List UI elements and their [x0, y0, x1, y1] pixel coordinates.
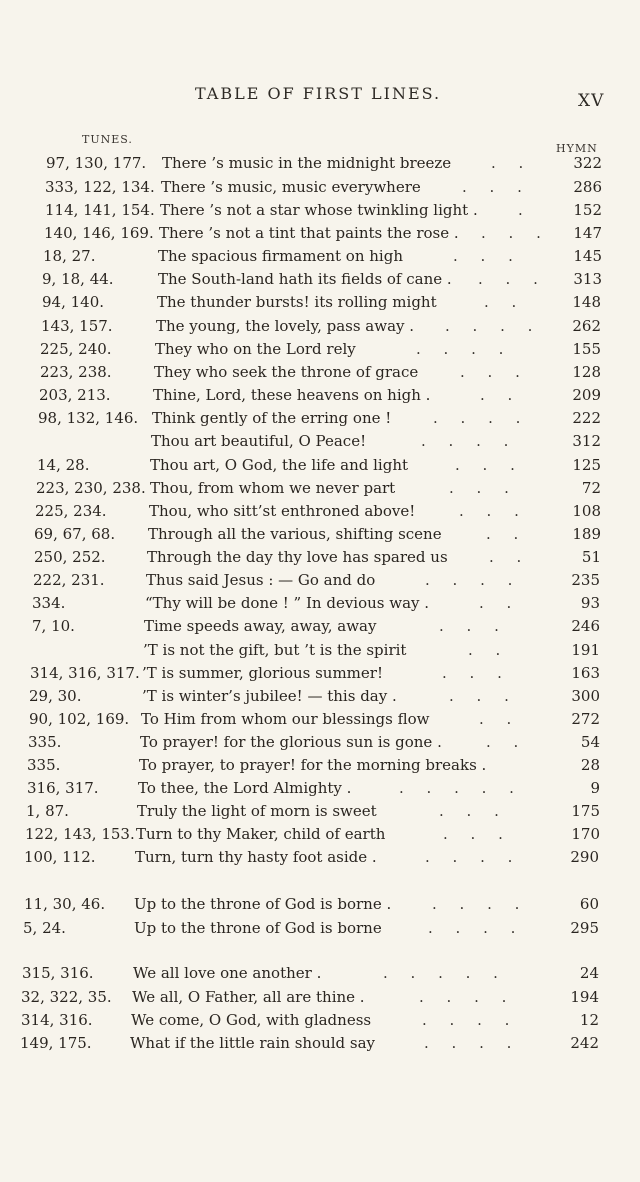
first-line: Truly the light of morn is sweet — [137, 802, 377, 820]
first-line: “Thy will be done ! ” In devious way . — [145, 594, 430, 612]
first-line: Turn, turn thy hasty foot aside . — [135, 848, 377, 866]
first-line: The young, the lovely, pass away . — [156, 317, 415, 335]
dot-leader: . . — [479, 594, 521, 612]
tune-numbers: 335. — [27, 756, 61, 774]
first-line: To prayer, to prayer! for the morning breaks . — [139, 756, 487, 774]
tune-numbers: 32, 322, 35. — [21, 988, 112, 1006]
dot-leader: . . — [468, 641, 510, 659]
first-line: They who seek the throne of grace — [154, 363, 419, 381]
first-line: Thou, who sitt’st enthroned above! — [149, 502, 416, 520]
tune-numbers: 334. — [32, 594, 66, 612]
hymn-number: 24 — [579, 964, 599, 982]
dot-leader: . . . . — [422, 1011, 519, 1029]
hymn-number: 175 — [571, 802, 600, 820]
dot-leader: . . — [491, 154, 533, 172]
tune-numbers: 94, 140. — [42, 293, 105, 311]
table-row — [0, 662, 640, 684]
table-row — [0, 777, 640, 799]
table-row — [0, 708, 640, 730]
dot-leader: . . . . . — [383, 964, 507, 982]
table-row — [0, 338, 640, 360]
first-line: Through all the various, shifting scene — [148, 525, 442, 543]
tune-numbers: 90, 102, 169. — [29, 710, 130, 728]
tune-numbers: 11, 30, 46. — [24, 895, 106, 913]
tune-numbers: 100, 112. — [24, 848, 96, 866]
hymn-number: 170 — [571, 825, 600, 843]
hymn-number: 155 — [572, 340, 601, 358]
tune-numbers: 223, 238. — [40, 363, 112, 381]
table-row — [0, 986, 640, 1008]
tune-numbers: 122, 143, 153. — [25, 825, 135, 843]
dot-leader: . . — [486, 733, 528, 751]
hymn-number: 209 — [572, 386, 601, 404]
first-line: We all love one another . — [133, 964, 322, 982]
dot-leader: . . . — [443, 825, 512, 843]
dot-leader: . . . — [481, 224, 550, 242]
dot-leader: . . . — [449, 687, 518, 705]
table-row — [0, 846, 640, 868]
table-row — [0, 546, 640, 568]
table-row — [0, 407, 640, 429]
table-row — [0, 1032, 640, 1054]
tune-numbers: 29, 30. — [29, 687, 82, 705]
tune-numbers: 225, 240. — [40, 340, 112, 358]
tune-numbers: 314, 316, 317. — [30, 664, 140, 682]
hymn-number: 235 — [571, 571, 600, 589]
hymn-number: 242 — [570, 1034, 599, 1052]
dot-leader: . . . . — [445, 317, 542, 335]
tune-numbers: 18, 27. — [43, 247, 96, 265]
hymn-number: 272 — [571, 710, 600, 728]
dot-leader: . . . . . — [399, 779, 523, 797]
first-line: The South-land hath its fields of cane . — [158, 270, 452, 288]
hymn-number: 290 — [570, 848, 599, 866]
table-row — [0, 569, 640, 591]
table-row — [0, 291, 640, 313]
first-line: We all, O Father, all are thine . — [132, 988, 365, 1006]
table-row — [0, 454, 640, 476]
first-line: Through the day thy love has spared us — [147, 548, 448, 566]
dot-leader: . . — [484, 293, 526, 311]
tune-numbers: 114, 141, 154. — [45, 201, 155, 219]
tune-numbers: 140, 146, 169. — [44, 224, 154, 242]
first-line: To Him from whom our blessings flow — [141, 710, 430, 728]
hymn-number: 28 — [580, 756, 600, 774]
first-line: There ’s not a star whose twinkling light . — [160, 201, 478, 219]
page-number: XV — [578, 91, 605, 111]
tune-numbers: 203, 213. — [39, 386, 111, 404]
first-line: Thus said Jesus : — Go and do — [146, 571, 376, 589]
tune-numbers: 315, 316. — [22, 964, 94, 982]
first-line: Think gently of the erring one ! — [152, 409, 392, 427]
first-line: Thou art, O God, the life and light — [150, 456, 409, 474]
table-row — [0, 152, 640, 174]
dot-leader: . . . — [449, 479, 518, 497]
hymn-number: 148 — [572, 293, 601, 311]
hymn-number: 313 — [573, 270, 602, 288]
first-line: Turn to thy Maker, child of earth — [136, 825, 386, 843]
dot-leader: . . — [489, 548, 531, 566]
tune-numbers: 5, 24. — [23, 919, 66, 937]
tune-numbers: 98, 132, 146. — [38, 409, 139, 427]
dot-leader: . . . — [459, 502, 528, 520]
tune-numbers: 143, 157. — [41, 317, 113, 335]
dot-leader: . . . — [455, 456, 524, 474]
hymn-number: 262 — [572, 317, 601, 335]
first-line: ’T is summer, glorious summer! — [142, 664, 383, 682]
tune-numbers: 14, 28. — [37, 456, 90, 474]
hymn-number: 222 — [572, 409, 601, 427]
tune-numbers: 222, 231. — [33, 571, 105, 589]
hymn-number: 147 — [573, 224, 602, 242]
table-row — [0, 731, 640, 753]
table-row — [0, 361, 640, 383]
first-line: There ’s music, music everywhere — [161, 178, 421, 196]
table-row — [0, 615, 640, 637]
first-line: There ’s not a tint that paints the rose . — [159, 224, 459, 242]
dot-leader: . . . — [439, 617, 508, 635]
dot-leader: . . — [480, 386, 522, 404]
first-line: Up to the throne of God is borne . — [134, 895, 392, 913]
first-line: The spacious firmament on high — [158, 247, 403, 265]
hymn-number: 93 — [580, 594, 600, 612]
table-row — [0, 384, 640, 406]
first-line: The thunder bursts! its rolling might — [157, 293, 437, 311]
hymn-number: 60 — [579, 895, 599, 913]
table-row — [0, 1009, 640, 1031]
table-row — [0, 962, 640, 984]
dot-leader: . . . — [439, 802, 508, 820]
dot-leader: . . . . — [432, 895, 529, 913]
hymn-number: 312 — [572, 432, 601, 450]
hymn-number: 191 — [571, 641, 600, 659]
table-row — [0, 268, 640, 290]
dot-leader: . . . . — [428, 919, 525, 937]
tune-numbers: 223, 230, 238. — [36, 479, 146, 497]
first-line: ’T is not the gift, but ’t is the spirit — [143, 641, 407, 659]
table-row — [0, 222, 640, 244]
table-row — [0, 592, 640, 614]
hymn-number: 300 — [571, 687, 600, 705]
table-row — [0, 500, 640, 522]
table-row — [0, 176, 640, 198]
tune-numbers: 333, 122, 134. — [45, 178, 155, 196]
first-line: To prayer! for the glorious sun is gone . — [140, 733, 442, 751]
hymn-number: 322 — [573, 154, 602, 172]
tune-numbers: 250, 252. — [34, 548, 106, 566]
first-line: Up to the throne of God is borne — [134, 919, 382, 937]
tune-numbers: 314, 316. — [21, 1011, 93, 1029]
dot-leader: . . . — [442, 664, 511, 682]
dot-leader: . . — [486, 525, 528, 543]
tune-numbers: 225, 234. — [35, 502, 107, 520]
dot-leader: . . . . — [425, 848, 522, 866]
first-line: Time speeds away, away, away — [144, 617, 377, 635]
hymn-number: 194 — [570, 988, 599, 1006]
page-title: TABLE OF FIRST LINES. — [195, 84, 442, 103]
hymn-number: 295 — [570, 919, 599, 937]
table-row — [0, 430, 640, 452]
table-row — [0, 800, 640, 822]
hymn-number: 128 — [572, 363, 601, 381]
table-row — [0, 315, 640, 337]
hymn-number: 51 — [581, 548, 601, 566]
first-line: What if the little rain should say — [130, 1034, 376, 1052]
first-line: Thou art beautiful, O Peace! — [151, 432, 367, 450]
first-line: They who on the Lord rely — [155, 340, 356, 358]
dot-leader: . . . . — [421, 432, 518, 450]
dot-leader: . . . . — [433, 409, 530, 427]
hymn-number: 72 — [581, 479, 601, 497]
dot-leader: . . . — [453, 247, 522, 265]
table-row — [0, 754, 640, 776]
dot-leader: . . . — [462, 178, 531, 196]
first-line: To thee, the Lord Almighty . — [138, 779, 352, 797]
tune-numbers: 335. — [28, 733, 62, 751]
table-row — [0, 685, 640, 707]
hymn-number: 189 — [572, 525, 601, 543]
tune-numbers: 9, 18, 44. — [42, 270, 114, 288]
first-line: There ’s music in the midnight breeze — [162, 154, 452, 172]
table-row — [0, 477, 640, 499]
first-line: Thou, from whom we never part — [150, 479, 396, 497]
tune-numbers: 7, 10. — [32, 617, 75, 635]
dot-leader: . . . . — [419, 988, 516, 1006]
first-line: ’T is winter’s jubilee! — this day . — [142, 687, 397, 705]
hymn-number: 9 — [590, 779, 600, 797]
hymn-number: 145 — [573, 247, 602, 265]
dot-leader: . . — [479, 710, 521, 728]
table-row — [0, 823, 640, 845]
tune-numbers: 149, 175. — [20, 1034, 92, 1052]
tune-numbers: 1, 87. — [26, 802, 69, 820]
tunes-column-header: TUNES. — [82, 133, 133, 146]
tune-numbers: 69, 67, 68. — [34, 525, 116, 543]
dot-leader: . . . . — [425, 571, 522, 589]
hymn-number: 246 — [571, 617, 600, 635]
first-line: Thine, Lord, these heavens on high . — [153, 386, 431, 404]
dot-leader: . — [518, 201, 532, 219]
dot-leader: . . . . — [416, 340, 513, 358]
hymn-number: 108 — [572, 502, 601, 520]
hymn-number: 12 — [579, 1011, 599, 1029]
dot-leader: . . . — [460, 363, 529, 381]
table-row — [0, 893, 640, 915]
table-row — [0, 639, 640, 661]
table-row — [0, 917, 640, 939]
tune-numbers: 316, 317. — [27, 779, 99, 797]
hymn-column-header: HYMN — [556, 142, 598, 155]
hymn-number: 54 — [580, 733, 600, 751]
dot-leader: . . . . — [424, 1034, 521, 1052]
table-row — [0, 245, 640, 267]
table-row — [0, 199, 640, 221]
hymn-number: 286 — [573, 178, 602, 196]
hymn-number: 125 — [572, 456, 601, 474]
tune-numbers: 97, 130, 177. — [46, 154, 147, 172]
table-row — [0, 523, 640, 545]
hymn-number: 152 — [573, 201, 602, 219]
first-line: We come, O God, with gladness — [131, 1011, 372, 1029]
dot-leader: . . . — [478, 270, 547, 288]
hymn-number: 163 — [571, 664, 600, 682]
